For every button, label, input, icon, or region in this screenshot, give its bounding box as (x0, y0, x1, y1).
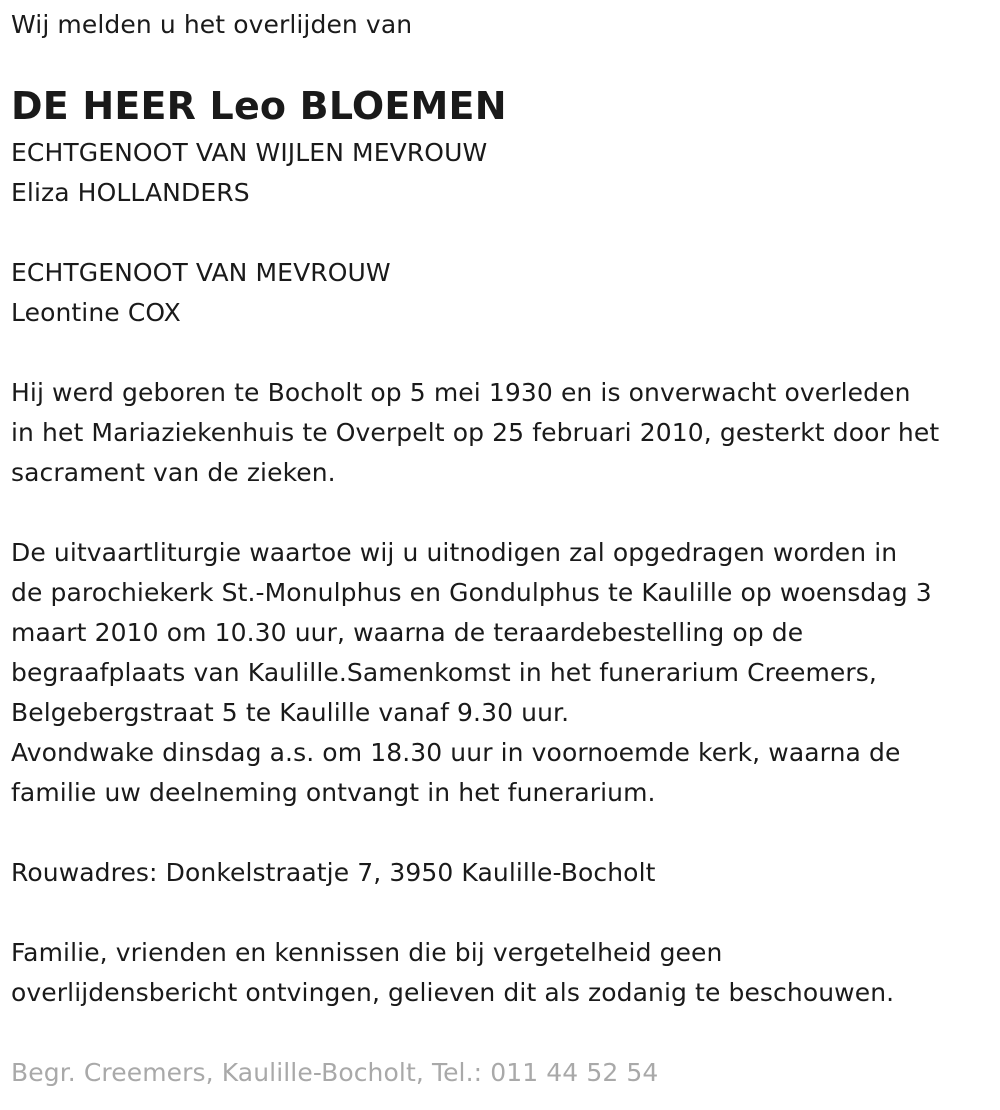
spouse-title: ECHTGENOOT VAN MEVROUW (11, 258, 391, 287)
late-spouse-block (11, 133, 487, 213)
birth-death-paragraph (11, 373, 939, 493)
paragraph-line: Avondwake dinsdag a.s. om 18.30 uur in voornoemde kerk, waarna de (11, 738, 901, 767)
paragraph-line: Hij werd geboren te Bocholt op 5 mei 1930 en is onverwacht overleden (11, 378, 911, 407)
deceased-name: DE HEER Leo BLOEMEN (11, 84, 507, 128)
late-spouse-name: Eliza HOLLANDERS (11, 178, 250, 207)
family-note-paragraph (11, 933, 894, 1013)
paragraph-line: sacrament van de zieken. (11, 458, 336, 487)
paragraph-line: begraafplaats van Kaulille.Samenkomst in het funerarium Creemers, (11, 658, 877, 687)
paragraph-line: overlijdensbericht ontvingen, gelieven dit als zodanig te beschouwen. (11, 978, 895, 1007)
paragraph-line: Belgebergstraat 5 te Kaulille vanaf 9.30 uur. (11, 698, 570, 727)
paragraph-line: in het Mariaziekenhuis te Overpelt op 25 februari 2010, gesterkt door het (11, 418, 940, 447)
spouse-name: Leontine COX (11, 298, 181, 327)
paragraph-line: maart 2010 om 10.30 uur, waarna de teraardebestelling op de (11, 618, 804, 647)
spouse-block (11, 253, 391, 333)
paragraph-line: Familie, vrienden en kennissen die bij vergetelheid geen (11, 938, 723, 967)
mourning-address (11, 853, 656, 893)
footer-line: Begr. Creemers, Kaulille-Bocholt, Tel.: 011 44 52 54 (11, 1058, 659, 1087)
notice-intro: Wij melden u het overlijden van (11, 10, 413, 39)
liturgy-paragraph (11, 533, 932, 813)
paragraph-line: familie uw deelneming ontvangt in het funerarium. (11, 778, 656, 807)
late-spouse-title: ECHTGENOOT VAN WIJLEN MEVROUW (11, 138, 488, 167)
funeral-home-footer (11, 1053, 658, 1093)
address-line: Rouwadres: Donkelstraatje 7, 3950 Kaulille-Bocholt (11, 858, 656, 887)
paragraph-line: De uitvaartliturgie waartoe wij u uitnodigen zal opgedragen worden in (11, 538, 898, 567)
paragraph-line: de parochiekerk St.-Monulphus en Gondulphus te Kaulille op woensdag 3 (11, 578, 932, 607)
